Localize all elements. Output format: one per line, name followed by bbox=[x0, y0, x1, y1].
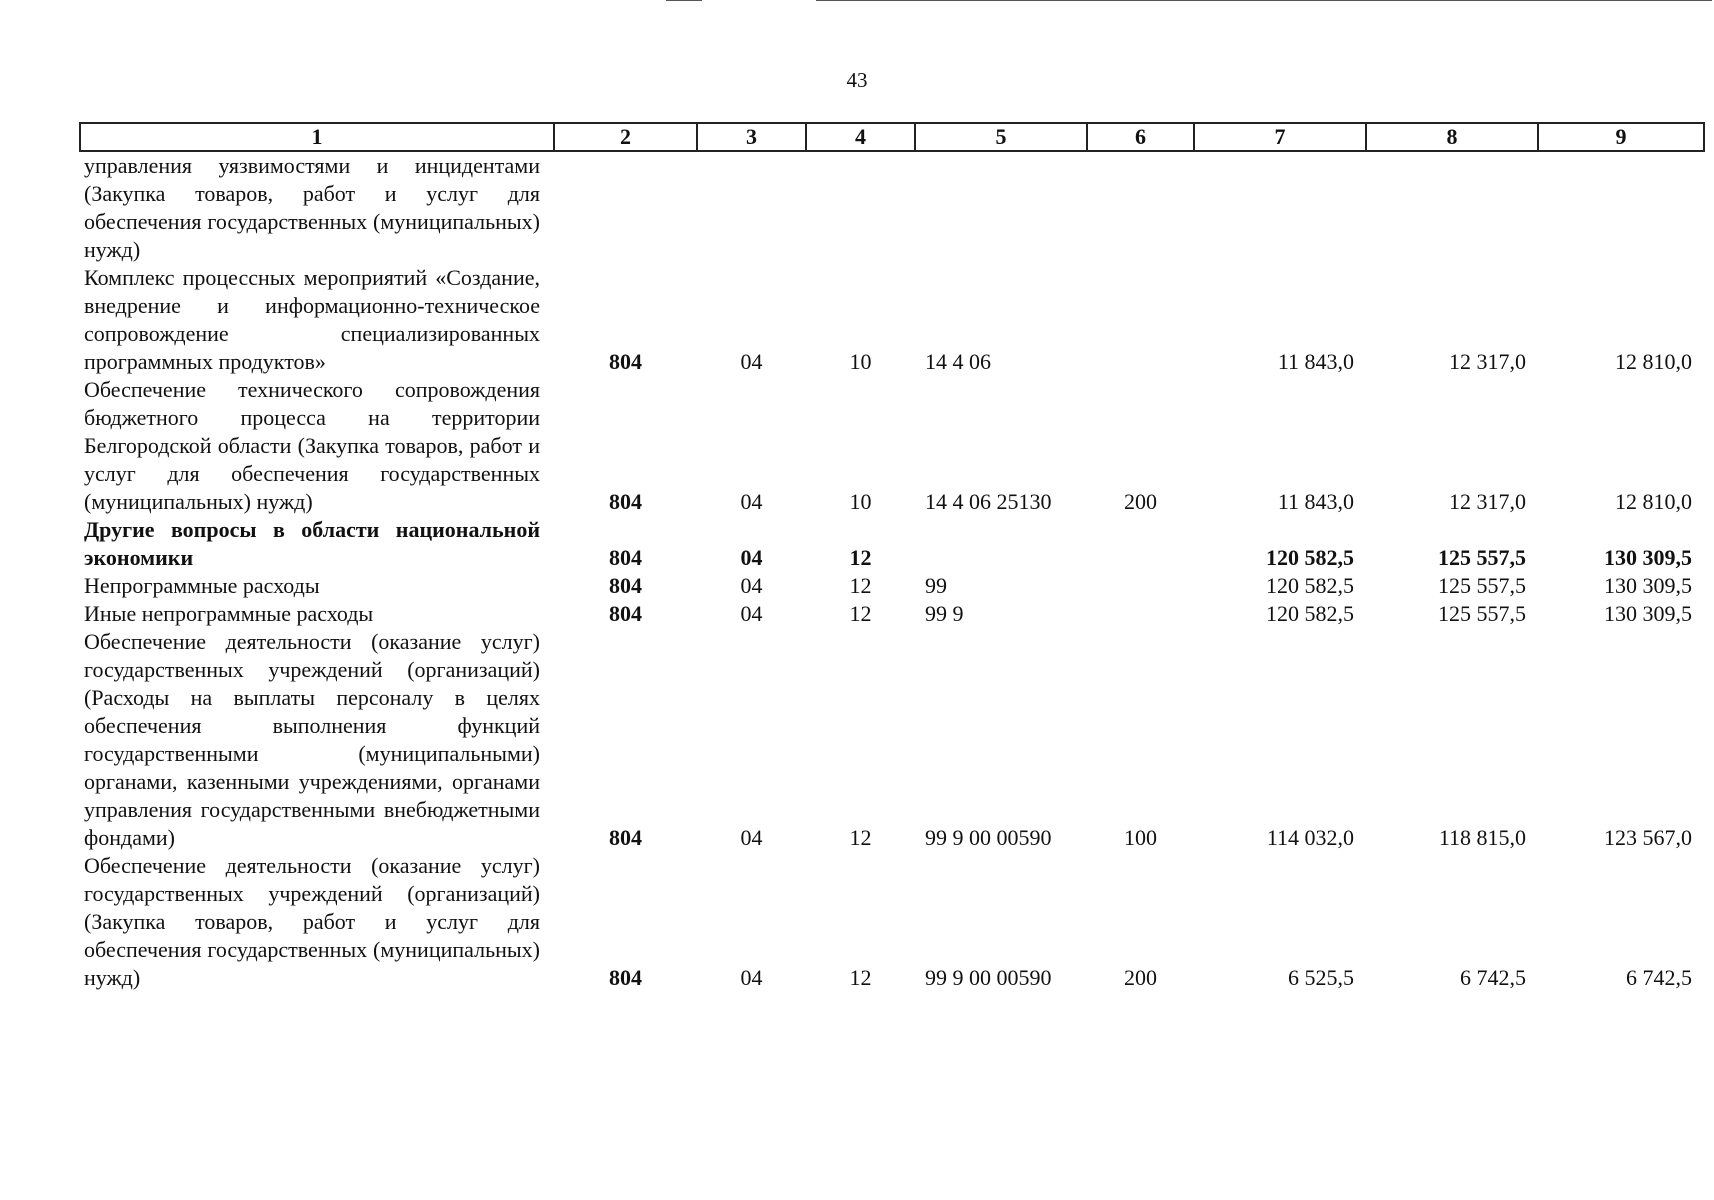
row-code-5: 99 9 00 00590 bbox=[925, 965, 1052, 990]
row-description: Обеспечение технического сопровождения бюджетного процесса на территории Белгородской области (Закупка товаров, работ и услуг для обеспечения государственных (муниципальных) нужд) bbox=[84, 377, 540, 514]
column-header-7: 7 bbox=[1194, 123, 1366, 151]
column-header-9: 9 bbox=[1538, 123, 1704, 151]
row-amount-9: 12 810,0 bbox=[1615, 349, 1692, 374]
row-code-2: 804 bbox=[609, 601, 642, 626]
table-row bbox=[80, 376, 1704, 516]
row-code-2: 804 bbox=[609, 349, 642, 374]
row-amount-7: 6 525,5 bbox=[1288, 965, 1354, 990]
row-code-3: 04 bbox=[740, 601, 763, 626]
row-code-2: 804 bbox=[609, 573, 642, 598]
column-header-2: 2 bbox=[554, 123, 697, 151]
row-code-4 bbox=[806, 151, 915, 264]
column-header-3: 3 bbox=[697, 123, 806, 151]
row-code-5: 99 9 00 00590 bbox=[925, 825, 1052, 850]
scan-line-right bbox=[816, 0, 1712, 1]
row-amount-7: 11 843,0 bbox=[1277, 489, 1354, 514]
table-body bbox=[80, 151, 1704, 992]
row-amount-7: 114 032,0 bbox=[1266, 825, 1354, 850]
row-code-3 bbox=[697, 151, 806, 264]
row-code-3: 04 bbox=[740, 489, 763, 514]
row-description: Другие вопросы в области национальной экономики bbox=[84, 517, 540, 570]
row-code-2: 804 bbox=[609, 545, 642, 570]
row-description: управления уязвимостями и инцидентами (Закупка товаров, работ и услуг для обеспечения государственных (муниципальных) нужд) bbox=[84, 153, 540, 262]
row-code-4: 12 bbox=[849, 965, 872, 990]
row-description: Комплекс процессных мероприятий «Создание, внедрение и информационно-техническое сопровождение специализированных программных продуктов» bbox=[84, 265, 540, 374]
row-code-6 bbox=[1087, 264, 1194, 376]
row-code-4: 10 bbox=[849, 489, 872, 514]
table-row bbox=[80, 151, 1704, 264]
row-code-2: 804 bbox=[609, 825, 642, 850]
row-code-4: 12 bbox=[849, 545, 872, 570]
row-amount-7: 11 843,0 bbox=[1277, 349, 1354, 374]
row-code-6 bbox=[1087, 151, 1194, 264]
row-code-5: 99 9 bbox=[925, 601, 964, 626]
row-code-5: 14 4 06 bbox=[925, 349, 991, 374]
table-row bbox=[80, 600, 1704, 628]
row-description: Обеспечение деятельности (оказание услуг) государственных учреждений (организаций) (Расходы на выплаты персоналу в целях обеспечения выполнения функций государственными (муниципальными) органами, казенными учреждениями, органами управления государственными внебюджетными фондами) bbox=[84, 629, 540, 850]
column-header-1: 1 bbox=[80, 123, 554, 151]
row-amount-9: 6 742,5 bbox=[1626, 965, 1692, 990]
row-amount-7: 120 582,5 bbox=[1266, 601, 1354, 626]
row-code-4: 12 bbox=[849, 825, 872, 850]
page-number: 43 bbox=[846, 68, 868, 92]
row-code-3: 04 bbox=[740, 825, 763, 850]
row-amount-9 bbox=[1538, 151, 1704, 264]
row-amount-8 bbox=[1366, 151, 1538, 264]
row-amount-9: 123 567,0 bbox=[1604, 825, 1692, 850]
row-amount-7: 120 582,5 bbox=[1266, 545, 1354, 570]
row-code-3: 04 bbox=[740, 965, 763, 990]
row-code-3: 04 bbox=[740, 545, 763, 570]
header-row bbox=[80, 123, 1704, 151]
row-code-3: 04 bbox=[740, 349, 763, 374]
row-code-4: 10 bbox=[849, 349, 872, 374]
column-header-6: 6 bbox=[1087, 123, 1194, 151]
row-code-5 bbox=[915, 151, 1087, 264]
row-code-4: 12 bbox=[849, 573, 872, 598]
row-amount-8: 125 557,5 bbox=[1438, 573, 1526, 598]
row-amount-9: 130 309,5 bbox=[1604, 545, 1692, 570]
table-row bbox=[80, 264, 1704, 376]
column-header-4: 4 bbox=[806, 123, 915, 151]
row-code-2: 804 bbox=[609, 489, 642, 514]
budget-table bbox=[79, 122, 1705, 992]
row-code-6: 200 bbox=[1124, 965, 1157, 990]
scan-line-left bbox=[666, 0, 702, 1]
row-code-2: 804 bbox=[609, 965, 642, 990]
row-amount-8: 12 317,0 bbox=[1449, 489, 1526, 514]
table-row bbox=[80, 572, 1704, 600]
row-description: Обеспечение деятельности (оказание услуг) государственных учреждений (организаций) (Закупка товаров, работ и услуг для обеспечения государственных (муниципальных) нужд) bbox=[84, 853, 540, 990]
row-amount-7: 120 582,5 bbox=[1266, 573, 1354, 598]
table-row bbox=[80, 516, 1704, 572]
row-code-4: 12 bbox=[849, 601, 872, 626]
row-amount-9: 12 810,0 bbox=[1615, 489, 1692, 514]
row-amount-8: 6 742,5 bbox=[1460, 965, 1526, 990]
row-amount-8: 118 815,0 bbox=[1438, 825, 1526, 850]
row-amount-8: 125 557,5 bbox=[1438, 601, 1526, 626]
row-code-3: 04 bbox=[740, 573, 763, 598]
row-code-6 bbox=[1087, 516, 1194, 572]
column-header-5: 5 bbox=[915, 123, 1087, 151]
row-amount-9: 130 309,5 bbox=[1604, 573, 1692, 598]
row-amount-8: 12 317,0 bbox=[1449, 349, 1526, 374]
row-code-2 bbox=[554, 151, 697, 264]
row-amount-9: 130 309,5 bbox=[1604, 601, 1692, 626]
table-row bbox=[80, 628, 1704, 852]
column-header-8: 8 bbox=[1366, 123, 1538, 151]
row-code-6: 200 bbox=[1124, 489, 1157, 514]
table-row bbox=[80, 852, 1704, 992]
row-code-5: 14 4 06 25130 bbox=[925, 489, 1052, 514]
row-amount-8: 125 557,5 bbox=[1438, 545, 1526, 570]
row-amount-7 bbox=[1194, 151, 1366, 264]
row-description: Непрограммные расходы bbox=[84, 573, 320, 598]
row-code-6 bbox=[1087, 600, 1194, 628]
row-description: Иные непрограммные расходы bbox=[84, 601, 374, 626]
row-code-5: 99 bbox=[925, 573, 947, 598]
row-code-5 bbox=[915, 516, 1087, 572]
row-code-6: 100 bbox=[1124, 825, 1157, 850]
row-code-6 bbox=[1087, 572, 1194, 600]
